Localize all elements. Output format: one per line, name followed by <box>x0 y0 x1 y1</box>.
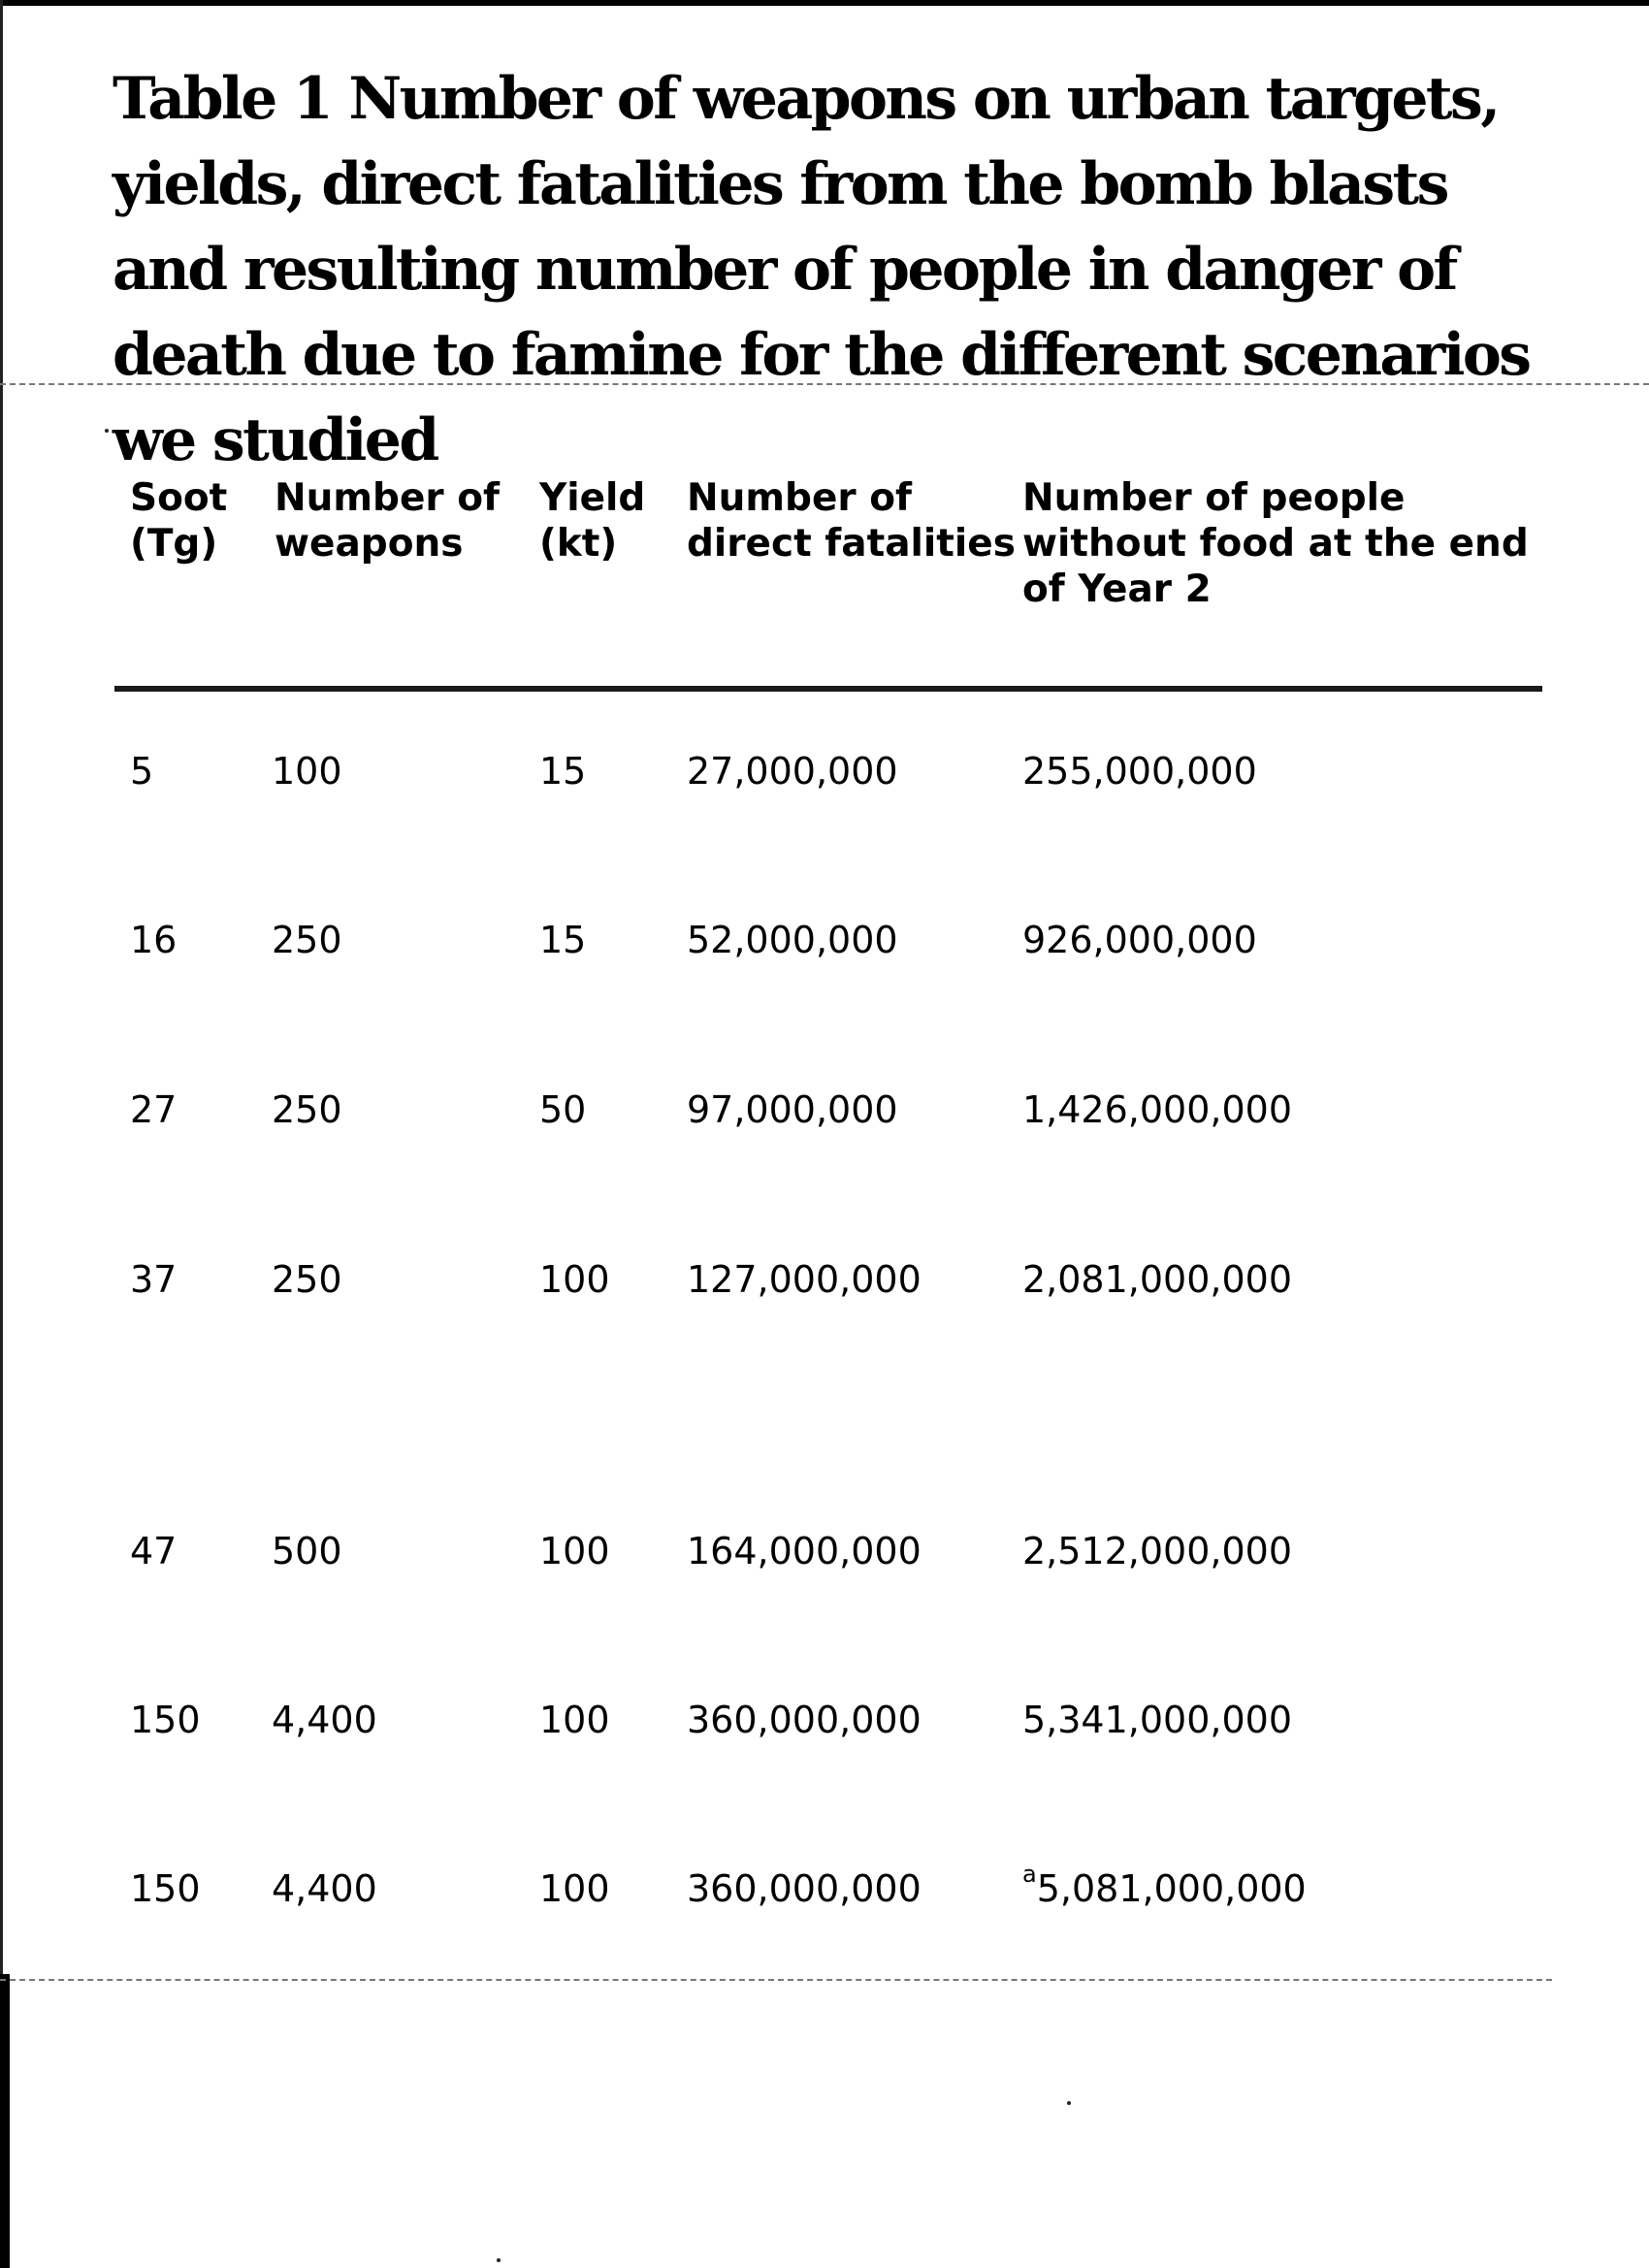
cell-direct-fatalities: 164,000,000 <box>687 1530 922 1572</box>
scan-dash-line-bottom <box>0 1979 1552 1981</box>
cell-people-without-food: $^a$5,081,000,000 <box>1022 1861 1307 1910</box>
cell-soot: 150 <box>130 1699 201 1741</box>
scan-speck <box>105 429 109 433</box>
cell-yield: 15 <box>539 919 587 961</box>
cell-soot: 16 <box>130 919 178 961</box>
cell-weapons: 500 <box>272 1530 342 1572</box>
cell-soot: 27 <box>130 1088 178 1131</box>
cell-weapons: 250 <box>272 1258 342 1301</box>
footnote-marker: a <box>1022 1861 1037 1888</box>
cell-direct-fatalities: 127,000,000 <box>687 1258 922 1301</box>
column-header-soot: Soot (Tg) <box>130 476 228 566</box>
column-header-yield: Yield (kt) <box>539 476 646 566</box>
cell-people-without-food: 926,000,000 <box>1022 919 1257 961</box>
cell-weapons: 250 <box>272 919 342 961</box>
cell-weapons: 4,400 <box>272 1867 377 1910</box>
table-row <box>0 1081 1649 1139</box>
column-header-number-of-weapons: Number of weapons <box>275 476 500 566</box>
cell-weapons: 100 <box>272 750 342 793</box>
cell-soot: 47 <box>130 1530 178 1572</box>
cell-weapons: 4,400 <box>272 1699 377 1741</box>
scan-top-border <box>0 0 1649 6</box>
table-row <box>0 1522 1649 1580</box>
cell-people-without-food: 2,512,000,000 <box>1022 1530 1293 1572</box>
cell-direct-fatalities: 97,000,000 <box>687 1088 898 1131</box>
cell-yield: 100 <box>539 1867 610 1910</box>
cell-direct-fatalities: 360,000,000 <box>687 1699 922 1741</box>
cell-people-without-food: 2,081,000,000 <box>1022 1258 1293 1301</box>
table-row <box>0 1250 1649 1309</box>
table-title: Table 1 Number of weapons on urban targets, yields, direct fatalities from the bomb blasts and resulting number of people in danger of death due to famine for the different scenarios we studied <box>113 65 1530 474</box>
cell-people-without-food: 5,341,000,000 <box>1022 1699 1293 1741</box>
table-row <box>0 742 1649 800</box>
scan-speck <box>497 2258 501 2262</box>
cell-soot: 5 <box>130 750 154 793</box>
cell-yield: 50 <box>539 1088 587 1131</box>
column-header-direct-fatalities: Number of direct fatalities <box>687 476 1016 566</box>
header-divider <box>114 686 1542 692</box>
cell-yield: 100 <box>539 1699 610 1741</box>
cell-direct-fatalities: 27,000,000 <box>687 750 898 793</box>
cell-people-without-food: 255,000,000 <box>1022 750 1257 793</box>
table-row <box>0 911 1649 969</box>
cell-yield: 100 <box>539 1258 610 1301</box>
cell-weapons: 250 <box>272 1088 342 1131</box>
scan-left-shadow <box>0 1974 10 2268</box>
cell-direct-fatalities: 52,000,000 <box>687 919 898 961</box>
cell-direct-fatalities: 360,000,000 <box>687 1867 922 1910</box>
cell-people-without-food: 1,426,000,000 <box>1022 1088 1293 1131</box>
cell-yield: 100 <box>539 1530 610 1572</box>
table-row <box>0 1860 1649 1918</box>
scan-speck <box>1067 2101 1071 2105</box>
cell-yield: 15 <box>539 750 587 793</box>
column-header-people-without-food: Number of people without food at the end of Year 2 <box>1022 476 1529 611</box>
cell-soot: 150 <box>130 1867 201 1910</box>
cell-soot: 37 <box>130 1258 178 1301</box>
table-row <box>0 1691 1649 1749</box>
